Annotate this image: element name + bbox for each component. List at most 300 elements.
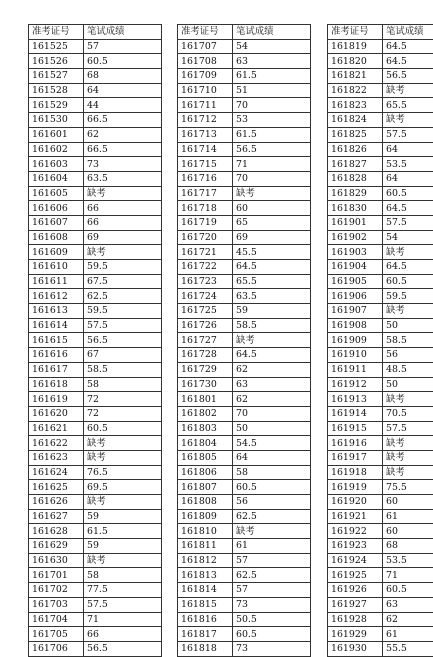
table-row <box>178 612 311 627</box>
exam-id-cell: 161925 <box>328 568 383 583</box>
written-score-cell: 57.5 <box>84 597 162 612</box>
written-score-cell: 58 <box>233 465 311 480</box>
exam-id-cell: 161620 <box>29 406 84 421</box>
exam-id-cell: 161930 <box>328 641 383 656</box>
exam-id-cell: 161917 <box>328 450 383 465</box>
written-score-cell: 58.5 <box>233 318 311 333</box>
table-row <box>29 127 162 142</box>
table-row <box>178 450 311 465</box>
score-table-3 <box>327 24 433 657</box>
written-score-cell: 64 <box>84 83 162 98</box>
exam-id-cell: 161525 <box>29 39 84 54</box>
exam-id-cell: 161825 <box>328 127 383 142</box>
table-row <box>328 597 433 612</box>
written-score-cell: 59.5 <box>84 304 162 319</box>
written-score-cell: 73 <box>233 597 311 612</box>
exam-id-cell: 161701 <box>29 568 84 583</box>
written-score-cell: 64.5 <box>233 260 311 275</box>
exam-id-cell: 161608 <box>29 230 84 245</box>
written-score-cell: 缺考 <box>383 436 433 451</box>
exam-id-cell: 161615 <box>29 333 84 348</box>
table-row <box>328 627 433 642</box>
table-row <box>29 641 162 656</box>
written-score-cell: 61 <box>233 539 311 554</box>
table-row <box>178 69 311 84</box>
table-row <box>29 480 162 495</box>
exam-id-cell: 161609 <box>29 245 84 260</box>
written-score-cell: 72 <box>84 406 162 421</box>
written-score-cell: 56 <box>383 348 433 363</box>
exam-id-cell: 161703 <box>29 597 84 612</box>
exam-id-cell: 161627 <box>29 509 84 524</box>
table-row <box>29 612 162 627</box>
table-row <box>29 142 162 157</box>
table-row <box>328 539 433 554</box>
table-row <box>328 377 433 392</box>
written-score-cell: 58 <box>84 568 162 583</box>
exam-id-cell: 161621 <box>29 421 84 436</box>
table-row <box>328 362 433 377</box>
table-row <box>178 524 311 539</box>
exam-id-cell: 161717 <box>178 186 233 201</box>
table-row <box>29 304 162 319</box>
exam-id-cell: 161822 <box>328 83 383 98</box>
table-row <box>178 83 311 98</box>
table-row <box>178 230 311 245</box>
written-score-cell: 缺考 <box>383 83 433 98</box>
written-score-cell: 58 <box>84 377 162 392</box>
exam-id-cell: 161919 <box>328 480 383 495</box>
table-row <box>328 274 433 289</box>
written-score-cell: 缺考 <box>233 186 311 201</box>
table-row <box>178 215 311 230</box>
exam-id-cell: 161711 <box>178 98 233 113</box>
table-row <box>29 274 162 289</box>
written-score-cell: 62.5 <box>233 509 311 524</box>
table-row <box>328 465 433 480</box>
table-row <box>178 127 311 142</box>
written-score-cell: 62.5 <box>233 568 311 583</box>
written-score-cell: 58.5 <box>84 362 162 377</box>
table-row <box>328 406 433 421</box>
written-score-cell: 缺考 <box>233 333 311 348</box>
exam-id-cell: 161911 <box>328 362 383 377</box>
exam-id-cell: 161908 <box>328 318 383 333</box>
table-row <box>29 171 162 186</box>
exam-id-cell: 161813 <box>178 568 233 583</box>
table-row <box>29 495 162 510</box>
table-row <box>328 436 433 451</box>
table-row <box>178 348 311 363</box>
table-row <box>29 289 162 304</box>
table-row <box>328 421 433 436</box>
table-row <box>29 436 162 451</box>
exam-id-cell: 161820 <box>328 54 383 69</box>
exam-id-cell: 161601 <box>29 127 84 142</box>
table-row <box>178 54 311 69</box>
exam-id-cell: 161821 <box>328 69 383 84</box>
written-score-cell: 63 <box>233 54 311 69</box>
exam-id-cell: 161803 <box>178 421 233 436</box>
table-row <box>178 392 311 407</box>
written-score-cell: 72 <box>84 392 162 407</box>
exam-id-cell: 161604 <box>29 171 84 186</box>
table-row <box>328 392 433 407</box>
written-score-cell: 61.5 <box>84 524 162 539</box>
table-row <box>29 583 162 598</box>
exam-id-cell: 161817 <box>178 627 233 642</box>
written-score-cell: 缺考 <box>383 392 433 407</box>
table-row <box>29 421 162 436</box>
exam-id-cell: 161618 <box>29 377 84 392</box>
table-row <box>178 568 311 583</box>
exam-id-cell: 161616 <box>29 348 84 363</box>
written-score-cell: 66 <box>84 627 162 642</box>
written-score-cell: 62 <box>233 362 311 377</box>
exam-id-cell: 161527 <box>29 69 84 84</box>
exam-id-cell: 161718 <box>178 201 233 216</box>
exam-id-cell: 161904 <box>328 260 383 275</box>
table-row <box>29 450 162 465</box>
table-row <box>29 157 162 172</box>
table-row <box>328 142 433 157</box>
written-score-cell: 60.5 <box>383 186 433 201</box>
written-score-cell: 55.5 <box>383 641 433 656</box>
exam-id-cell: 161526 <box>29 54 84 69</box>
written-score-cell: 57.5 <box>383 421 433 436</box>
table-row <box>328 171 433 186</box>
written-score-cell: 66 <box>84 201 162 216</box>
table-row <box>328 495 433 510</box>
written-score-cell: 76.5 <box>84 465 162 480</box>
table-row <box>29 230 162 245</box>
exam-id-cell: 161726 <box>178 318 233 333</box>
table-row <box>29 524 162 539</box>
table-row <box>29 113 162 128</box>
written-score-cell: 59.5 <box>383 289 433 304</box>
table-row <box>178 436 311 451</box>
header-exam-id: 准考证号 <box>178 25 233 40</box>
written-score-cell: 61 <box>383 509 433 524</box>
written-score-cell: 61.5 <box>233 69 311 84</box>
table-row <box>328 348 433 363</box>
written-score-cell: 70.5 <box>383 406 433 421</box>
written-score-cell: 65 <box>233 215 311 230</box>
written-score-cell: 57 <box>84 39 162 54</box>
table-row <box>328 245 433 260</box>
exam-id-cell: 161818 <box>178 641 233 656</box>
header-written-score: 笔试成绩 <box>383 25 433 40</box>
exam-id-cell: 161806 <box>178 465 233 480</box>
exam-id-cell: 161913 <box>328 392 383 407</box>
table-row <box>29 597 162 612</box>
exam-id-cell: 161704 <box>29 612 84 627</box>
written-score-cell: 缺考 <box>84 450 162 465</box>
exam-id-cell: 161709 <box>178 69 233 84</box>
exam-id-cell: 161705 <box>29 627 84 642</box>
table-row <box>29 465 162 480</box>
written-score-cell: 53.5 <box>383 157 433 172</box>
written-score-cell: 66.5 <box>84 113 162 128</box>
table-row <box>29 509 162 524</box>
table-row <box>178 98 311 113</box>
written-score-cell: 64.5 <box>383 54 433 69</box>
table-row <box>178 113 311 128</box>
exam-id-cell: 161712 <box>178 113 233 128</box>
written-score-cell: 60.5 <box>383 583 433 598</box>
written-score-cell: 77.5 <box>84 583 162 598</box>
exam-id-cell: 161605 <box>29 186 84 201</box>
exam-id-cell: 161710 <box>178 83 233 98</box>
written-score-cell: 51 <box>233 83 311 98</box>
written-score-cell: 57 <box>233 553 311 568</box>
table-row <box>178 406 311 421</box>
exam-id-cell: 161929 <box>328 627 383 642</box>
table-row <box>29 627 162 642</box>
table-row <box>178 480 311 495</box>
written-score-cell: 70 <box>233 98 311 113</box>
written-score-cell: 缺考 <box>84 186 162 201</box>
table-row <box>178 274 311 289</box>
score-table-2 <box>177 24 311 657</box>
written-score-cell: 63 <box>383 597 433 612</box>
header-exam-id: 准考证号 <box>29 25 84 40</box>
table-row <box>29 348 162 363</box>
written-score-cell: 56.5 <box>383 69 433 84</box>
table-row <box>328 230 433 245</box>
exam-id-cell: 161905 <box>328 274 383 289</box>
written-score-cell: 48.5 <box>383 362 433 377</box>
exam-id-cell: 161915 <box>328 421 383 436</box>
exam-id-cell: 161819 <box>328 39 383 54</box>
written-score-cell: 缺考 <box>84 553 162 568</box>
table-row <box>178 289 311 304</box>
table-row <box>29 186 162 201</box>
exam-id-cell: 161914 <box>328 406 383 421</box>
written-score-cell: 64.5 <box>383 201 433 216</box>
table-row <box>29 362 162 377</box>
exam-id-cell: 161708 <box>178 54 233 69</box>
table-row <box>29 377 162 392</box>
exam-id-cell: 161815 <box>178 597 233 612</box>
exam-id-cell: 161529 <box>29 98 84 113</box>
table-row <box>328 450 433 465</box>
exam-id-cell: 161630 <box>29 553 84 568</box>
exam-id-cell: 161713 <box>178 127 233 142</box>
table-row <box>328 480 433 495</box>
written-score-cell: 73 <box>233 641 311 656</box>
written-score-cell: 60.5 <box>84 421 162 436</box>
table-row <box>29 260 162 275</box>
written-score-cell: 缺考 <box>383 465 433 480</box>
exam-id-cell: 161606 <box>29 201 84 216</box>
table-row <box>178 318 311 333</box>
exam-id-cell: 161804 <box>178 436 233 451</box>
written-score-cell: 缺考 <box>383 304 433 319</box>
exam-id-cell: 161812 <box>178 553 233 568</box>
written-score-cell: 64.5 <box>383 260 433 275</box>
table-header-row <box>29 25 162 40</box>
exam-id-cell: 161805 <box>178 450 233 465</box>
written-score-cell: 64.5 <box>383 39 433 54</box>
table-row <box>29 406 162 421</box>
exam-id-cell: 161722 <box>178 260 233 275</box>
exam-id-cell: 161912 <box>328 377 383 392</box>
exam-id-cell: 161830 <box>328 201 383 216</box>
table-row <box>328 39 433 54</box>
written-score-cell: 54 <box>233 39 311 54</box>
written-score-cell: 60 <box>383 495 433 510</box>
exam-id-cell: 161807 <box>178 480 233 495</box>
table-row <box>328 318 433 333</box>
table-row <box>328 524 433 539</box>
written-score-cell: 56 <box>233 495 311 510</box>
table-row <box>29 83 162 98</box>
table-row <box>328 201 433 216</box>
table-row <box>178 333 311 348</box>
written-score-cell: 58.5 <box>383 333 433 348</box>
table-row <box>328 568 433 583</box>
exam-id-cell: 161626 <box>29 495 84 510</box>
exam-id-cell: 161801 <box>178 392 233 407</box>
table-row <box>178 260 311 275</box>
exam-id-cell: 161715 <box>178 157 233 172</box>
table-row <box>328 83 433 98</box>
written-score-cell: 63 <box>233 377 311 392</box>
table-row <box>178 509 311 524</box>
written-score-cell: 71 <box>233 157 311 172</box>
table-row <box>29 568 162 583</box>
written-score-cell: 缺考 <box>383 245 433 260</box>
written-score-cell: 53.5 <box>383 553 433 568</box>
written-score-cell: 70 <box>233 406 311 421</box>
table-row <box>29 98 162 113</box>
exam-id-cell: 161719 <box>178 215 233 230</box>
exam-id-cell: 161612 <box>29 289 84 304</box>
table-row <box>178 421 311 436</box>
written-score-cell: 65.5 <box>233 274 311 289</box>
table-row <box>328 583 433 598</box>
table-row <box>29 392 162 407</box>
exam-id-cell: 161810 <box>178 524 233 539</box>
table-row <box>178 39 311 54</box>
table-row <box>178 597 311 612</box>
table-row <box>29 333 162 348</box>
exam-id-cell: 161928 <box>328 612 383 627</box>
written-score-cell: 缺考 <box>233 524 311 539</box>
written-score-cell: 59.5 <box>84 260 162 275</box>
written-score-cell: 70 <box>233 171 311 186</box>
header-exam-id: 准考证号 <box>328 25 383 40</box>
exam-id-cell: 161827 <box>328 157 383 172</box>
written-score-cell: 57.5 <box>383 127 433 142</box>
table-row <box>328 69 433 84</box>
table-row <box>29 245 162 260</box>
table-row <box>328 612 433 627</box>
table-row <box>328 509 433 524</box>
written-score-cell: 73 <box>84 157 162 172</box>
written-score-cell: 68 <box>84 69 162 84</box>
exam-id-cell: 161702 <box>29 583 84 598</box>
exam-id-cell: 161528 <box>29 83 84 98</box>
written-score-cell: 66.5 <box>84 142 162 157</box>
written-score-cell: 缺考 <box>383 450 433 465</box>
exam-id-cell: 161926 <box>328 583 383 598</box>
table-row <box>178 553 311 568</box>
written-score-cell: 50 <box>383 318 433 333</box>
written-score-cell: 缺考 <box>84 245 162 260</box>
written-score-cell: 60.5 <box>383 274 433 289</box>
header-written-score: 笔试成绩 <box>84 25 162 40</box>
written-score-cell: 50 <box>383 377 433 392</box>
exam-id-cell: 161619 <box>29 392 84 407</box>
table-row <box>178 465 311 480</box>
table-row <box>178 157 311 172</box>
table-row <box>178 641 311 656</box>
written-score-cell: 68 <box>383 539 433 554</box>
table-row <box>328 127 433 142</box>
written-score-cell: 60 <box>383 524 433 539</box>
written-score-cell: 67 <box>84 348 162 363</box>
written-score-cell: 50 <box>233 421 311 436</box>
table-row <box>178 583 311 598</box>
written-score-cell: 56.5 <box>233 142 311 157</box>
exam-id-cell: 161927 <box>328 597 383 612</box>
exam-id-cell: 161721 <box>178 245 233 260</box>
written-score-cell: 45.5 <box>233 245 311 260</box>
exam-id-cell: 161802 <box>178 406 233 421</box>
table-row <box>328 98 433 113</box>
table-row <box>328 641 433 656</box>
written-score-cell: 64.5 <box>233 348 311 363</box>
exam-id-cell: 161809 <box>178 509 233 524</box>
exam-id-cell: 161614 <box>29 318 84 333</box>
exam-id-cell: 161826 <box>328 142 383 157</box>
exam-id-cell: 161828 <box>328 171 383 186</box>
exam-id-cell: 161629 <box>29 539 84 554</box>
exam-id-cell: 161707 <box>178 39 233 54</box>
exam-id-cell: 161918 <box>328 465 383 480</box>
exam-id-cell: 161902 <box>328 230 383 245</box>
exam-id-cell: 161916 <box>328 436 383 451</box>
exam-id-cell: 161920 <box>328 495 383 510</box>
written-score-cell: 59 <box>84 539 162 554</box>
exam-id-cell: 161613 <box>29 304 84 319</box>
exam-id-cell: 161823 <box>328 98 383 113</box>
exam-id-cell: 161602 <box>29 142 84 157</box>
table-row <box>328 289 433 304</box>
written-score-cell: 69.5 <box>84 480 162 495</box>
table-row <box>178 539 311 554</box>
exam-id-cell: 161814 <box>178 583 233 598</box>
exam-id-cell: 161923 <box>328 539 383 554</box>
written-score-cell: 59 <box>84 509 162 524</box>
table-header-row <box>178 25 311 40</box>
written-score-cell: 60.5 <box>84 54 162 69</box>
written-score-cell: 60.5 <box>233 627 311 642</box>
written-score-cell: 67.5 <box>84 274 162 289</box>
written-score-cell: 62 <box>233 392 311 407</box>
written-score-cell: 缺考 <box>84 436 162 451</box>
written-score-cell: 60.5 <box>233 480 311 495</box>
written-score-cell: 53 <box>233 113 311 128</box>
table-row <box>178 201 311 216</box>
exam-id-cell: 161824 <box>328 113 383 128</box>
exam-id-cell: 161901 <box>328 215 383 230</box>
exam-id-cell: 161623 <box>29 450 84 465</box>
table-header-row <box>328 25 433 40</box>
table-row <box>178 362 311 377</box>
